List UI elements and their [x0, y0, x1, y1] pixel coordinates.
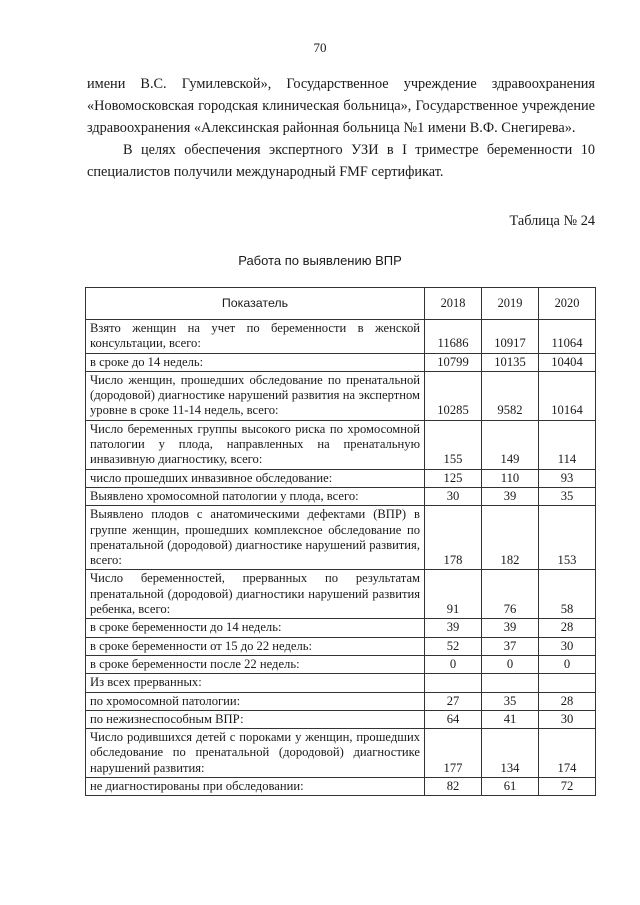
table-row	[86, 469, 596, 487]
row-label: Из всех прерванных:	[86, 674, 425, 692]
header-indicator: Показатель	[86, 288, 425, 320]
table-row	[86, 637, 596, 655]
cell-value-2020: 28	[539, 619, 596, 637]
cell-value-2020: 153	[539, 506, 596, 570]
cell-value-2018: 178	[425, 506, 482, 570]
cell-value-2020: 58	[539, 570, 596, 619]
row-label: Выявлено плодов с анатомическими дефектами (ВПР) в группе женщин, прошедших комплексное обследование по пренатальной (дородовой) диагностике нарушений развития, всего:	[86, 506, 425, 570]
row-label: Число беременностей, прерванных по результатам пренатальной (дородовой) диагностики нарушений развития ребенка, всего:	[86, 570, 425, 619]
row-label: не диагностированы при обследовании:	[86, 778, 425, 796]
cell-value-2018: 177	[425, 729, 482, 778]
vpr-table	[85, 287, 596, 796]
header-year: 2020	[539, 288, 596, 320]
table-row	[86, 674, 596, 692]
table-row	[86, 353, 596, 371]
cell-value-2018: 0	[425, 655, 482, 673]
cell-value-2020: 0	[539, 655, 596, 673]
cell-value-2020: 114	[539, 420, 596, 469]
row-label: Взято женщин на учет по беременности в женской консультации, всего:	[86, 320, 425, 354]
cell-value-2018: 11686	[425, 320, 482, 354]
table-row	[86, 710, 596, 728]
cell-value-2018: 30	[425, 487, 482, 505]
cell-value-2018: 82	[425, 778, 482, 796]
cell-value-2018: 125	[425, 469, 482, 487]
cell-value-2019: 76	[482, 570, 539, 619]
cell-value-2019: 35	[482, 692, 539, 710]
cell-value-2020: 28	[539, 692, 596, 710]
table-row	[86, 570, 596, 619]
cell-value-2020: 30	[539, 637, 596, 655]
cell-value-2020: 30	[539, 710, 596, 728]
cell-value-2020: 35	[539, 487, 596, 505]
cell-value-2019: 134	[482, 729, 539, 778]
table-title: Работа по выявлению ВПР	[238, 253, 402, 268]
cell-value-2019: 10135	[482, 353, 539, 371]
row-label: в сроке беременности до 14 недель:	[86, 619, 425, 637]
cell-value-2018: 10285	[425, 371, 482, 420]
table-row	[86, 692, 596, 710]
cell-value-2018: 39	[425, 619, 482, 637]
table-row	[86, 487, 596, 505]
cell-value-2019: 37	[482, 637, 539, 655]
cell-value-2018: 52	[425, 637, 482, 655]
cell-value-2019: 0	[482, 655, 539, 673]
table-row	[86, 420, 596, 469]
cell-value-2018: 91	[425, 570, 482, 619]
header-year: 2018	[425, 288, 482, 320]
row-label: по нежизнеспособным ВПР:	[86, 710, 425, 728]
header-year: 2019	[482, 288, 539, 320]
body-text	[87, 73, 595, 183]
row-label: по хромосомной патологии:	[86, 692, 425, 710]
cell-value-2019: 39	[482, 487, 539, 505]
cell-value-2020: 10404	[539, 353, 596, 371]
cell-value-2019: 39	[482, 619, 539, 637]
cell-value-2019: 110	[482, 469, 539, 487]
table-header-row	[86, 288, 596, 320]
row-label: в сроке беременности от 15 до 22 недель:	[86, 637, 425, 655]
cell-value-2019: 9582	[482, 371, 539, 420]
cell-value-2020: 11064	[539, 320, 596, 354]
row-label: Число женщин, прошедших обследование по пренатальной (дородовой) диагностике нарушений развития на экспертном уровне в сроке 11-14 недель, всего:	[86, 371, 425, 420]
cell-value-2020: 10164	[539, 371, 596, 420]
cell-value-2019: 182	[482, 506, 539, 570]
table-row	[86, 506, 596, 570]
cell-value-2019: 41	[482, 710, 539, 728]
cell-value-2020: 174	[539, 729, 596, 778]
paragraph: имени В.С. Гумилевской», Государственное учреждение здравоохранения «Новомосковская городская клиническая больница», Государственное учреждение здравоохранения «Алексинская районная больница №1 имени В.Ф. Снегирева».	[87, 76, 595, 136]
table-row	[86, 729, 596, 778]
cell-value-2019: 10917	[482, 320, 539, 354]
cell-value-2018: 10799	[425, 353, 482, 371]
table-row	[86, 619, 596, 637]
cell-value-2018: 27	[425, 692, 482, 710]
row-label: Число беременных группы высокого риска по хромосомной патологии у плода, направленных на пренатальную инвазивную диагностику, всего:	[86, 420, 425, 469]
table-body	[86, 320, 596, 796]
row-label: Число родившихся детей с пороками у женщин, прошедших обследование по пренатальной (дородовой) диагностике нарушений развития:	[86, 729, 425, 778]
table-row	[86, 371, 596, 420]
table-row	[86, 655, 596, 673]
cell-value-2020	[539, 674, 596, 692]
page-number: 70	[313, 40, 327, 55]
cell-value-2018: 155	[425, 420, 482, 469]
cell-value-2018: 64	[425, 710, 482, 728]
row-label: Выявлено хромосомной патологии у плода, всего:	[86, 487, 425, 505]
cell-value-2019: 61	[482, 778, 539, 796]
cell-value-2018	[425, 674, 482, 692]
cell-value-2020: 93	[539, 469, 596, 487]
table-row	[86, 320, 596, 354]
table-row	[86, 778, 596, 796]
cell-value-2020: 72	[539, 778, 596, 796]
paragraph: В целях обеспечения экспертного УЗИ в I триместре беременности 10 специалистов получили международный FMF сертификат.	[87, 142, 595, 180]
cell-value-2019: 149	[482, 420, 539, 469]
row-label: в сроке беременности после 22 недель:	[86, 655, 425, 673]
table-number: Таблица № 24	[509, 213, 595, 229]
cell-value-2019	[482, 674, 539, 692]
row-label: число прошедших инвазивное обследование:	[86, 469, 425, 487]
row-label: в сроке до 14 недель:	[86, 353, 425, 371]
